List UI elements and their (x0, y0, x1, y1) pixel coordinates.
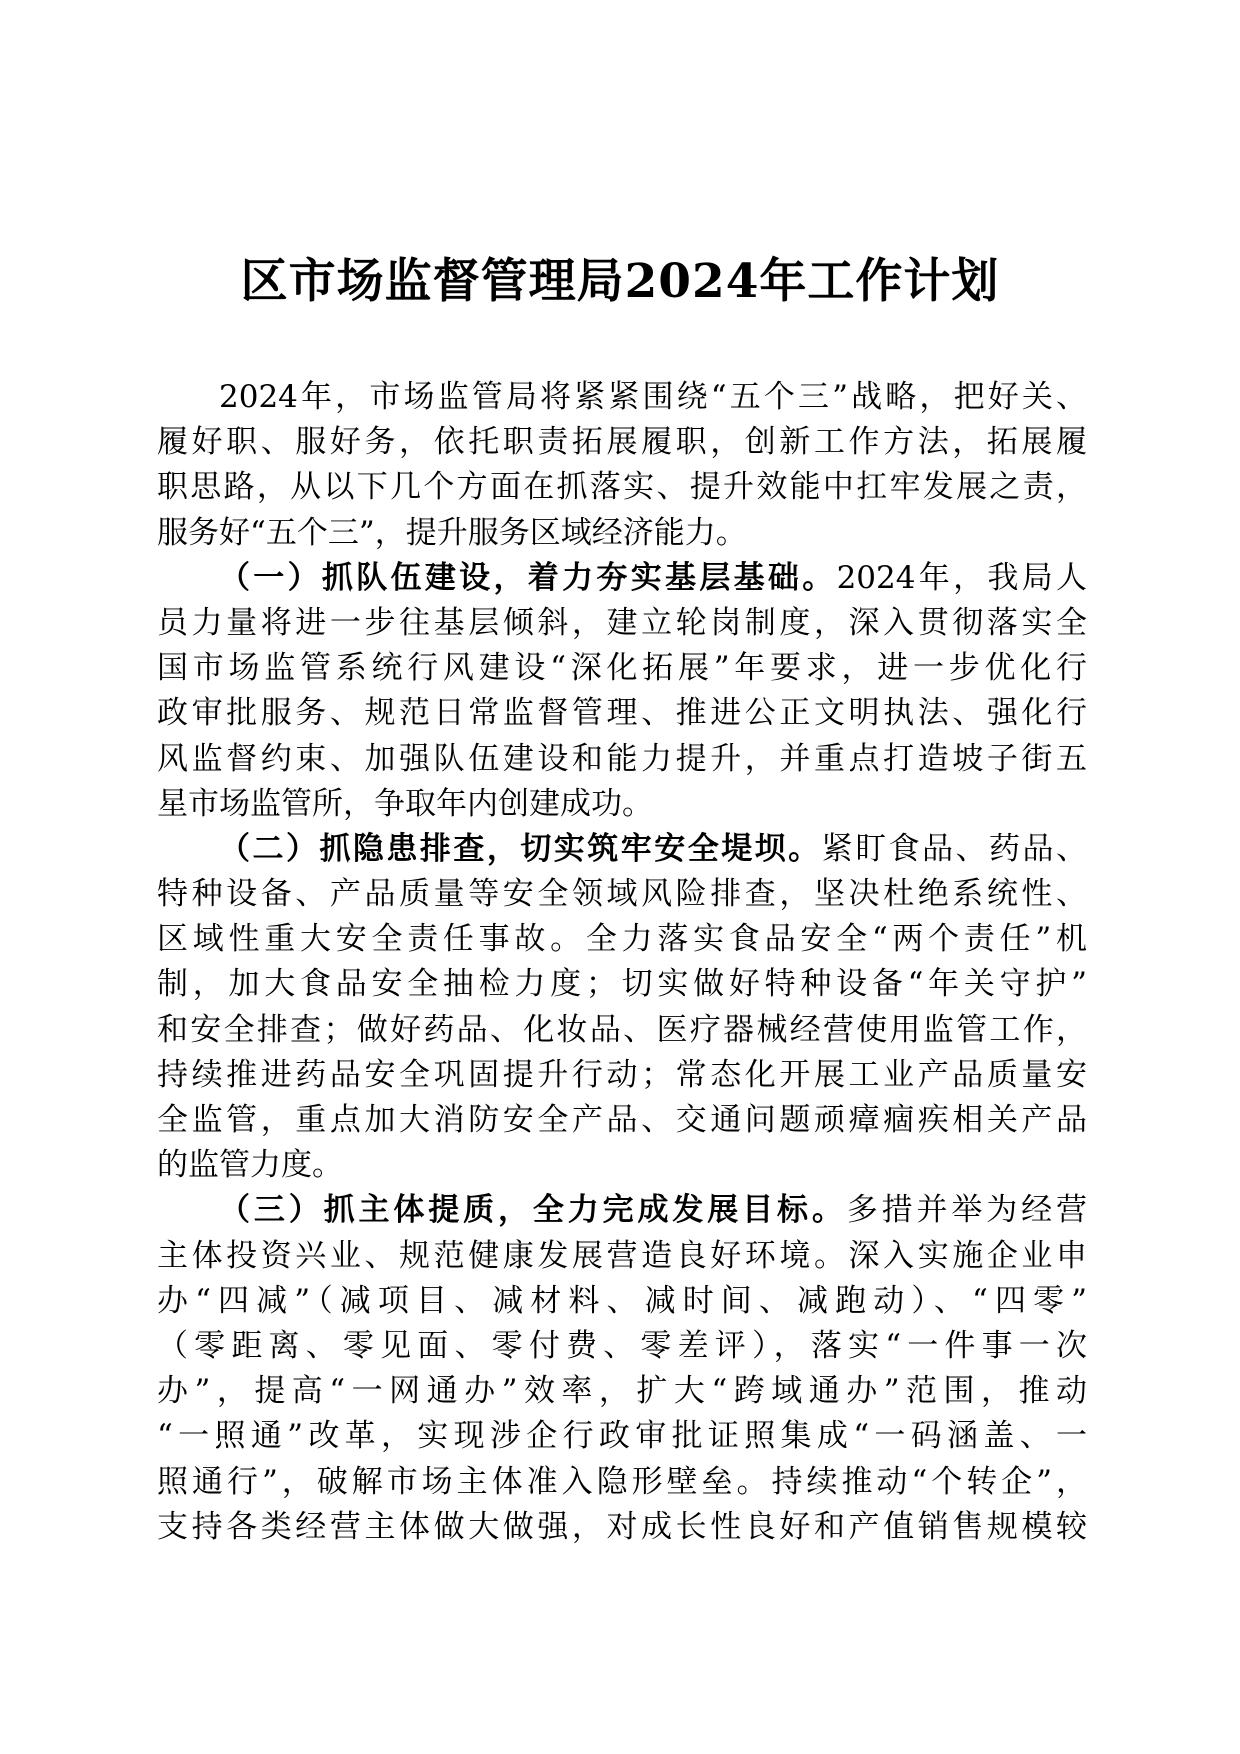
text-line-with-heading (157, 1188, 1087, 1233)
text-line: 持续推进药品安全巩固提升行动；常态化开展工业产品质量安 (157, 1056, 1087, 1093)
text-line: 国市场监管系统行风建设“深化拓展”年要求，进一步优化行 (157, 650, 1087, 687)
text-line: 星市场监管所，争取年内创建成功。 (157, 785, 653, 822)
text-line-with-heading (157, 556, 1087, 601)
text-line: 制，加大食品安全抽检力度；切实做好特种设备“年关守护” (157, 966, 1087, 1003)
text-line: 员力量将进一步往基层倾斜，建立轮岗制度，深入贯彻落实全 (157, 604, 1087, 641)
text-line: 服务好“五个三”，提升服务区域经济能力。 (157, 514, 747, 551)
text-line: 和安全排查；做好药品、化妆品、医疗器械经营使用监管工作， (157, 1011, 1087, 1048)
text-line: 的监管力度。 (157, 1147, 343, 1184)
paragraph-section-2 (157, 827, 1087, 1189)
text-line-tail: 紧盯食品、药品、 (821, 830, 1087, 867)
text-line: 全监管，重点加大消防安全产品、交通问题顽瘴痼疾相关产品 (157, 1102, 1087, 1138)
section-heading: （一）抓队伍建设，着力夯实基层基础。 (219, 559, 837, 596)
text-line: 特种设备、产品质量等安全领域风险排查，坚决杜绝系统性、 (157, 876, 1087, 913)
text-line-with-heading (157, 827, 1087, 872)
text-line-tail: 2024年，我局人 (836, 559, 1087, 596)
text-line: 主体投资兴业、规范健康发展营造良好环境。深入实施企业申 (157, 1237, 1087, 1274)
text-line: 政审批服务、规范日常监督管理、推进公正文明执法、强化行 (157, 695, 1087, 732)
document-title: 区市场监督管理局2024年工作计划 (240, 254, 1000, 309)
text-line: 履好职、服好务，依托职责拓展履职，创新工作方法，拓展履 (157, 424, 1087, 461)
paragraph-intro (157, 375, 1087, 556)
text-line: 办”，提高“一网通办”效率，扩大“跨域通办”范围，推动 (157, 1373, 1087, 1410)
paragraph-section-1 (157, 556, 1087, 827)
text-line: 照通行”，破解市场主体准入隐形壁垒。持续推动“个转企”， (157, 1463, 1087, 1500)
section-heading: （二）抓隐患排查，切实筑牢安全堤坝。 (219, 830, 822, 867)
text-line: 区域性重大安全责任事故。全力落实食品安全“两个责任”机 (157, 921, 1087, 958)
text-line: 办“四减”（减项目、减材料、减时间、减跑动）、“四零” (157, 1282, 1087, 1319)
text-line: 2024年，市场监管局将紧紧围绕“五个三”战略，把好关、 (219, 379, 1087, 415)
text-line: 职思路，从以下几个方面在抓落实、提升效能中扛牢发展之责， (157, 469, 1087, 506)
text-line: （零距离、零见面、零付费、零差评），落实“一件事一次 (157, 1327, 1087, 1364)
document-body (157, 375, 1087, 1550)
paragraph-section-3 (157, 1188, 1087, 1550)
text-line: “一照通”改革，实现涉企行政审批证照集成“一码涵盖、一 (157, 1418, 1087, 1455)
text-line: 风监督约束、加强队伍建设和能力提升，并重点打造坡子街五 (157, 740, 1087, 777)
text-line-tail: 多措并举为经营 (846, 1192, 1087, 1229)
section-heading: （三）抓主体提质，全力完成发展目标。 (219, 1192, 847, 1229)
text-line: 支持各类经营主体做大做强，对成长性良好和产值销售规模较 (157, 1508, 1087, 1545)
